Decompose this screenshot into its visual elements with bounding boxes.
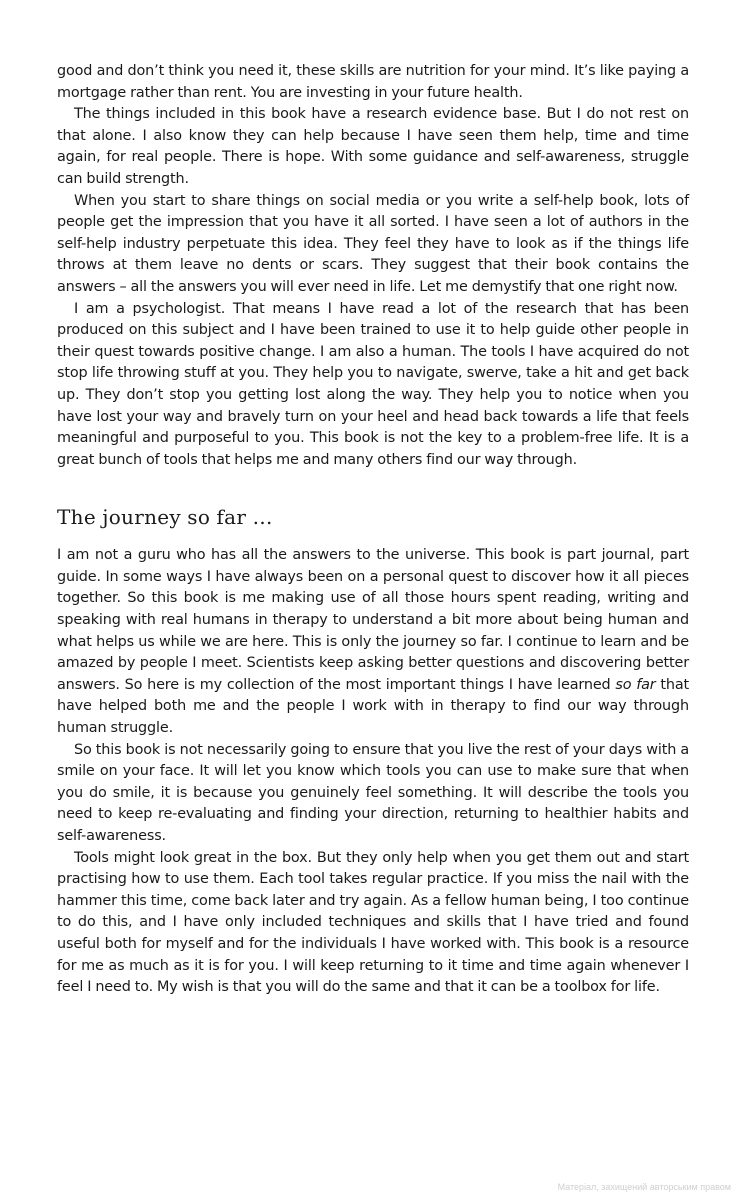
paragraph-continued: good and don’t think you need it, these skills are nutrition for your mind. It’s like paying a mortgage rather than rent. You are investing in your future health.: [57, 63, 689, 101]
paragraph-text-part: that have helped both me and the people I work with in therapy to find our way through human struggle.: [57, 676, 689, 737]
intro-text: [57, 61, 689, 471]
paragraph-not-a-guru: [57, 545, 689, 739]
paragraph-psychologist: I am a psychologist. That means I have read a lot of the research that has been produced on this subject and I have been trained to use it to help guide other people in their quest towards positive change. I am also a human. The tools I have acquired do not stop life throwing stuff at you. They help you to navigate, swerve, take a hit and get back up. They don’t stop you getting lost along the way. They help you to notice when you have lost your way and bravely turn on your heel and head back towards a life that feels meaningful and purposeful to you. This book is not the key to a problem-free life. It is a great bunch of tools that helps me and many others find our way through.: [57, 300, 689, 468]
paragraph-text-part: I am not a guru who has all the answers to the universe. This book is part journal, part guide. In some ways I have always been on a personal quest to discover how it all pieces together. So this book is me making use of all those hours spent reading, writing and speaking with real humans in therapy to understand a bit more about being human and what helps us while we are here. This is only the journey so far. I continue to learn and be amazed by people I meet. Scientists keep asking better questions and discovering better answers. So here is my collection of the most important things I have learned: [57, 547, 689, 693]
book-page: [57, 61, 689, 999]
paragraph-research-evidence: The things included in this book have a research evidence base. But I do not rest on that alone. I also know they can help because I have seen them help, time and time again, for real people. There is hope. With some guidance and self-awareness, struggle can build strength.: [57, 106, 689, 187]
section-heading: The journey so far …: [57, 505, 273, 530]
paragraph-tools-in-box: Tools might look great in the box. But they only help when you get them out and start practising how to use them. Each tool takes regular practice. If you miss the nail with the hammer this time, come back later and try again. As a fellow human being, I too continue to do this, and I have only included techniques and skills that I have tried and found useful both for myself and for the individuals I have worked with. This book is a resource for me as much as it is for you. I will keep returning to it time and time again whenever I feel I need to. My wish is that you will do the same and that it can be a toolbox for life.: [57, 849, 689, 996]
paragraph-social-media: When you start to share things on social media or you write a self-help book, lots of people get the impression that you have it all sorted. I have seen a lot of authors in the self-help industry perpetuate this idea. They feel they have to look as if the things life throws at them leave no dents or scars. They suggest that their book contains the answers – all the answers you will ever need in life. Let me demystify that one right now.: [57, 192, 689, 295]
emphasis-so-far: so far: [615, 676, 656, 693]
copyright-watermark: Матеріал, захищений авторським правом: [557, 1182, 731, 1192]
paragraph-not-necessarily: So this book is not necessarily going to ensure that you live the rest of your days with a smile on your face. It will let you know which tools you can use to make sure that when you do smile, it is because you genuinely feel something. It will describe the tools you need to keep re-evaluating and finding your direction, returning to healthier habits and self-awareness.: [57, 741, 689, 844]
section-body: [57, 545, 689, 998]
